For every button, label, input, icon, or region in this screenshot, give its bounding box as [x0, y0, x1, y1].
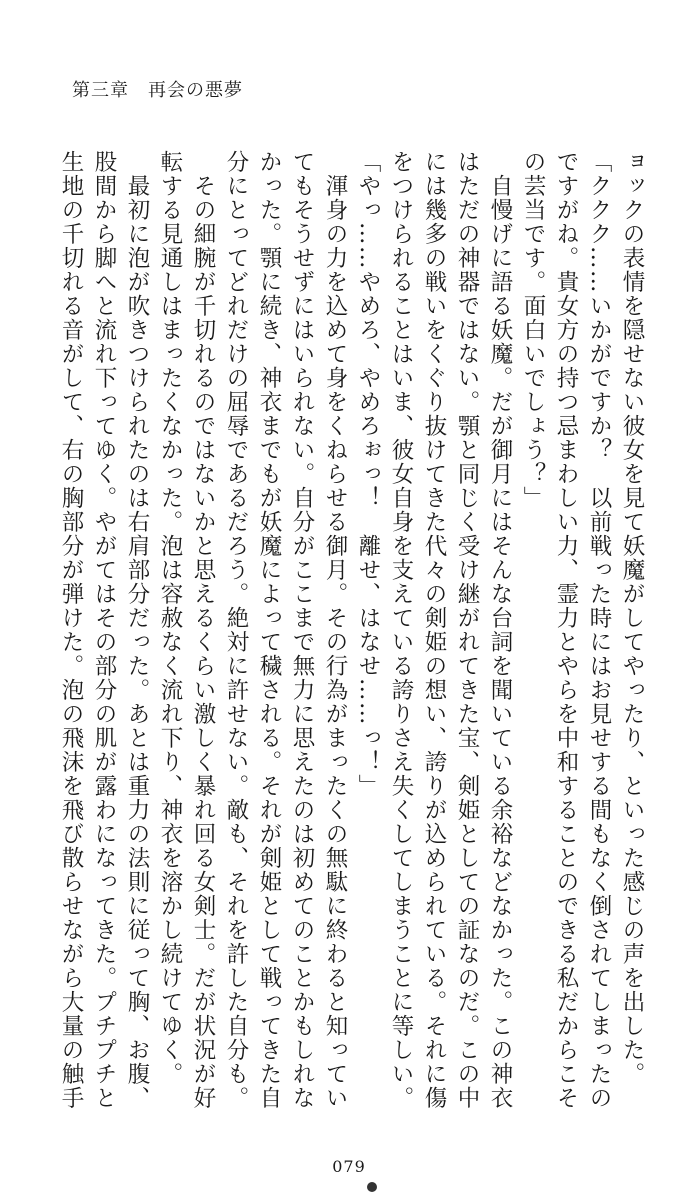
- chapter-title: 第三章 再会の悪夢: [72, 80, 243, 101]
- text-column: てもそうせずにはいられない。自分がここまで無力に思えたのは初めてのことかもしれな: [289, 150, 315, 1110]
- page-marker-dot: [367, 1182, 377, 1192]
- text-column: 自慢げに語る妖魔。だが御月にはそんな台詞を聞いている余裕などなかった。この神衣: [487, 150, 513, 1110]
- text-column: 生地の千切れる音がして、右の胸部分が弾けた。泡の飛沫を飛び散らせながら大量の触手: [58, 150, 84, 1110]
- text-column: 「やっ……やめろ、やめろぉっ！ 離せ、はなせ……っ！」: [355, 150, 381, 798]
- text-column: 転する見通しはまったくなかった。泡は容赦なく流れ下り、神衣を溶かし続けてゆく。: [157, 150, 183, 1086]
- text-column: その細腕が千切れるのではないかと思えるくらい激しく暴れ回る女剣士。だが状況が好: [190, 150, 216, 1110]
- text-column: ョックの表情を隠せない彼女を見て妖魔がしてやったり、といった感じの声を出した。: [619, 150, 645, 1086]
- text-column: 最初に泡が吹きつけられたのは右肩部分だった。あとは重力の法則に従って胸、お腹、: [124, 150, 150, 1110]
- body-text: [52, 150, 648, 1160]
- text-column: かった。顎に続き、神衣までもが妖魔によって穢される。それが剣姫として戦ってきた自: [256, 150, 282, 1110]
- text-column: の芸当です。面白いでしょう？」: [520, 150, 546, 510]
- text-column: 股間から脚へと流れ下ってゆく。やがてはその部分の肌が露わになってきた。プチプチと: [91, 150, 117, 1110]
- text-column: には幾多の戦いをくぐり抜けてきた代々の剣姫の想い、誇りが込められている。それに傷: [421, 150, 447, 1110]
- page-number: 079: [332, 1157, 366, 1176]
- text-column: はただの神器ではない。顎と同じく受け継がれてきた宝、剣姫としての証なのだ。この中: [454, 150, 480, 1110]
- text-column: 「ククク……いかがですか？ 以前戦った時にはお見せする間もなく倒されてしまったの: [586, 150, 612, 1110]
- text-column: をつけられることはいま、彼女自身を支えている誇りさえ失くしてしまうことに等しい。: [388, 150, 414, 1110]
- text-column: 分にとってどれだけの屈辱であるだろう。絶対に許せない。敵も、それを許した自分も。: [223, 150, 249, 1110]
- text-column: ですがね。貴女方の持つ忌まわしい力、霊力とやらを中和することのできる私だからこそ: [553, 150, 579, 1110]
- text-column: 渾身の力を込めて身をくねらせる御月。その行為がまったくの無駄に終わると知ってい: [322, 150, 348, 1110]
